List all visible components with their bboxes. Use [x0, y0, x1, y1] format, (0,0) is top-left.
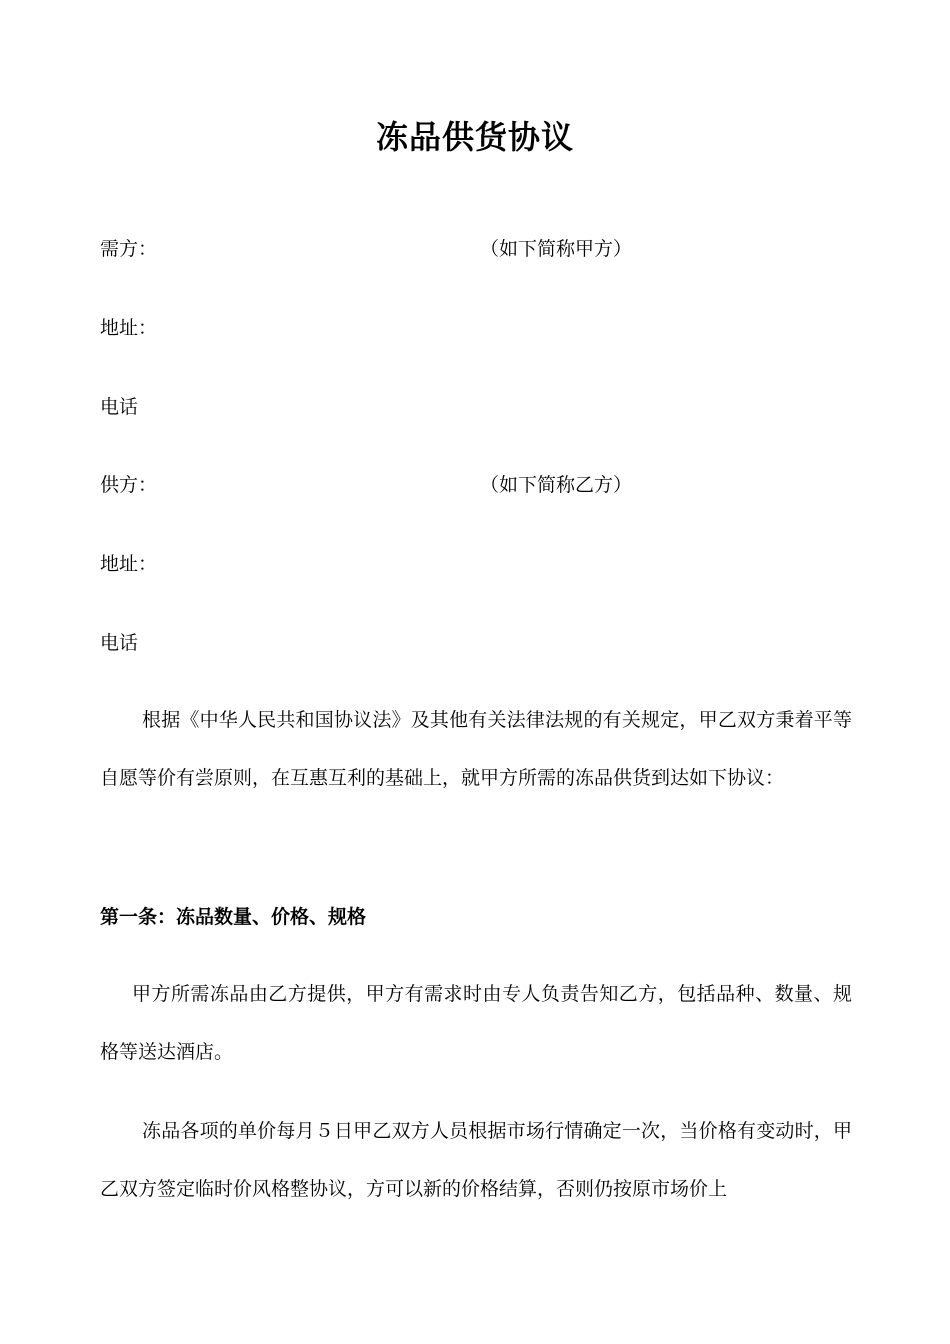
supplier-address-label: 地址： [100, 553, 158, 575]
buyer-note: （如下简称甲方） [480, 238, 633, 260]
document-title: 冻品供货协议 [375, 118, 574, 156]
supplier-label: 供方： [100, 474, 158, 496]
article-1-paragraph-2: 冻品各项的单价每月５日甲乙双方人员根据市场行情确定一次，当价格有变动时，甲乙双方签定临时价风格整协议，方可以新的价格结算，否则仍按原市场价上 [100, 1120, 852, 1200]
buyer-label: 需方： [100, 238, 158, 260]
supplier-phone-label: 电话 [100, 632, 139, 654]
intro-paragraph: 根据《中华人民共和国协议法》及其他有关法律法规的有关规定，甲乙双方秉着平等自愿等价有尝原则，在互惠互利的基础上，就甲方所需的冻品供货到达如下协议： [100, 709, 852, 789]
supplier-note: （如下简称乙方） [480, 474, 633, 496]
buyer-phone-label: 电话 [100, 396, 139, 418]
article-1-heading: 第一条：冻品数量、价格、规格 [100, 906, 367, 928]
buyer-address-label: 地址： [100, 317, 158, 339]
article-1-paragraph-1: 甲方所需冻品由乙方提供，甲方有需求时由专人负责告知乙方，包括品种、数量、规格等送达酒店。 [100, 983, 852, 1063]
